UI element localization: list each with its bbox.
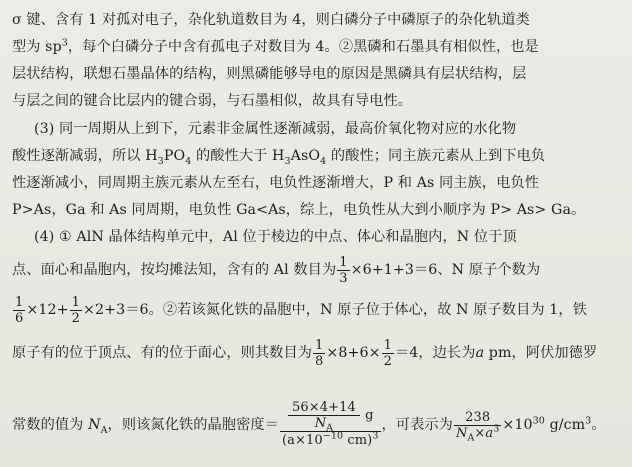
text-segment: 的酸性；同主族元素从上到下电负: [326, 148, 546, 164]
fraction: [70, 295, 82, 326]
text-segment: ＝4，边长为: [395, 345, 476, 361]
superscript: 3: [585, 415, 592, 427]
superscript: 3: [493, 423, 500, 435]
text-segment: ×6+1+3＝6、N 原子个数为: [350, 262, 541, 278]
text-line-6: [12, 144, 622, 168]
fraction-numerator: 1: [383, 337, 393, 353]
variable-n: N: [314, 416, 327, 431]
text-segment: (4) ① AlN 晶体结构单元中，Al 位于棱边的中点、体心和晶胞内，N 位于顶: [34, 229, 517, 245]
text-segment: 。: [591, 417, 606, 433]
unit-g: g: [365, 408, 374, 423]
fraction-numerator: 1: [71, 294, 80, 310]
subscript: 3: [284, 155, 291, 167]
text-segment: 点、面心和晶胞内，按均摊法知，含有的 Al 数目为: [12, 262, 337, 278]
text-segment: 的酸性大于 H: [191, 148, 285, 164]
fraction-denominator: 8: [315, 353, 324, 369]
text-line-10: [12, 253, 622, 287]
text-line-2: [12, 35, 622, 59]
fraction-numerator: 1: [339, 254, 348, 270]
text-segment: ×12+: [26, 302, 69, 318]
text-line-5: [12, 117, 622, 141]
variable-n: N: [455, 425, 468, 441]
text-segment: PO: [163, 148, 186, 164]
text-segment: 常数的值为: [12, 417, 89, 433]
text-line-11: [12, 293, 622, 327]
subscript: 4: [320, 155, 327, 167]
text-line-13: [12, 386, 622, 464]
inner-denominator: [288, 416, 360, 434]
subscript: A: [100, 424, 108, 436]
fraction-denominator: [454, 423, 501, 444]
text-segment: 型为 sp: [12, 39, 62, 55]
text-segment: ×a: [474, 425, 494, 441]
subscript: A: [467, 432, 475, 444]
text-segment: AsO: [290, 148, 321, 164]
text-segment: ，则该氮化铁的晶胞密度＝: [107, 417, 279, 433]
text-line-3: [12, 62, 622, 86]
text-segment: pm，阿伏加德罗: [484, 345, 598, 361]
text-segment: 酸性逐渐减弱，所以 H: [12, 148, 158, 164]
text-segment: 原子有的位于顶点、有的位于面心，则其数目为: [12, 345, 313, 361]
fraction-numerator: 1: [15, 294, 24, 310]
text-segment: ×10: [502, 417, 533, 433]
fraction: [313, 338, 325, 369]
inner-numerator: 56×4+14: [288, 400, 360, 416]
fraction-denominator: 2: [71, 310, 80, 326]
text-segment: σ 键、含有 1 对孤对电子，杂化轨道数目为 4，则白磷分子中磷原子的杂化轨道类: [12, 12, 530, 28]
text-segment: (3) 同一周期从上到下，元素非金属性逐渐减弱，最高价氧化物对应的水化物: [34, 121, 517, 137]
text-segment: 性逐渐减小，同周期主族元素从左至右，电负性逐渐增大，P 和 As 同主族，电负性: [12, 175, 539, 191]
text-line-9: [12, 225, 622, 249]
superscript: −10: [322, 430, 344, 442]
fraction-denominator: 2: [383, 353, 393, 369]
superscript: 30: [532, 415, 545, 427]
variable-n: N: [88, 417, 101, 433]
text-segment: P>As，Ga 和 As 同周期，电负性 Ga<As，综上，电负性从大到小顺序为 P> As> Ga。: [12, 202, 586, 218]
superscript: 3: [61, 37, 68, 49]
fraction-numerator: 238: [454, 410, 501, 426]
inner-fraction: [288, 400, 360, 434]
text-segment: ，每个白磷分子中含有孤电子对数目为 4。②黑磷和石墨具有相似性，也是: [67, 39, 539, 55]
density-fraction: [280, 400, 381, 450]
text-segment: ×8+6×: [326, 345, 381, 361]
subscript: 4: [185, 155, 192, 167]
fraction: [337, 255, 349, 286]
text-segment: ，可表示为: [381, 417, 453, 433]
fraction-denominator: 6: [15, 310, 24, 326]
fraction: [454, 409, 501, 444]
fraction: [382, 338, 394, 369]
variable-a: a: [475, 345, 485, 361]
fraction-numerator: 1: [315, 337, 324, 353]
subscript: 3: [157, 155, 164, 167]
subscript: A: [326, 422, 334, 434]
text-segment: (a×10: [282, 433, 323, 448]
text-segment: 与层之间的键合比层内的键合弱，与石墨相似，故具有导电性。: [12, 93, 413, 109]
text-segment: 层状结构，联想石墨晶体的结构，则黑磷能够导电的原因是黑磷具有层状结构，层: [12, 66, 527, 82]
density-numerator: [280, 400, 381, 432]
text-line-1: [12, 8, 622, 32]
fraction: [13, 295, 25, 326]
superscript: 3: [372, 430, 379, 442]
text-line-8: [12, 198, 622, 222]
text-segment: g/cm: [544, 417, 586, 433]
text-line-7: [12, 171, 622, 195]
text-segment: cm): [343, 433, 373, 448]
fraction-denominator: 3: [339, 270, 348, 286]
text-segment: ×2+3＝6。②若该氮化铁的晶胞中，N 原子位于体心，故 N 原子数目为 1，铁: [82, 302, 587, 318]
text-line-12: [12, 336, 622, 370]
text-line-4: [12, 89, 622, 113]
density-denominator: [280, 432, 381, 450]
